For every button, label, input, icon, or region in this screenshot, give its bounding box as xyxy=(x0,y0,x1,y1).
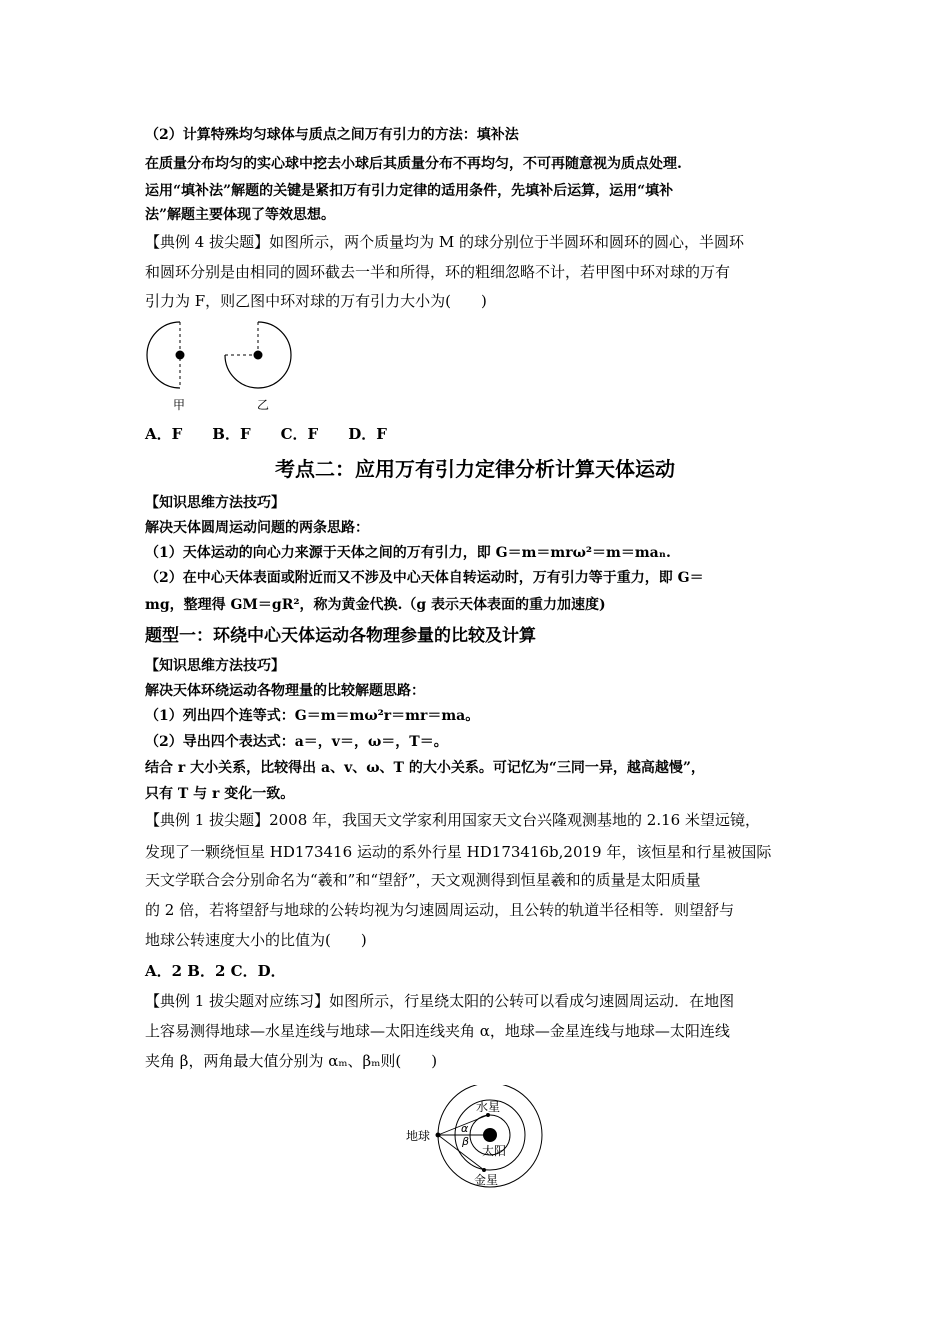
tips-2-line-4: 结合 r 大小关系，比较得出 a、v、ω、T 的大小关系。可记忆为“三同一异，越高越慢”， xyxy=(145,760,705,776)
section-title: 考点二：应用万有引力定律分析计算天体运动 xyxy=(275,457,675,481)
tips-label-2: 【知识思维方法技巧】 xyxy=(145,658,285,674)
type1-title: 题型一：环绕中心天体运动各物理参量的比较及计算 xyxy=(145,626,536,646)
example1-options: A．2 B．2 C．D． xyxy=(145,962,286,980)
tips-2-line-1: 解决天体环绕运动各物理量的比较解题思路： xyxy=(145,683,425,699)
method-paragraph-2-line-2: 法”解题主要体现了等效思想。 xyxy=(145,207,336,223)
example4-options: A．F B．F C．F D．F xyxy=(145,425,387,443)
example1b-line-3: 夹角 β，两角最大值分别为 αₘ、βₘ则( ) xyxy=(145,1052,438,1070)
tips-2-line-3: （2）导出四个表达式：a＝，v＝，ω＝，T＝。 xyxy=(145,734,448,750)
tips-1-line-2: （1）天体运动的向心力来源于天体之间的万有引力，即 G＝m＝mrω²＝m＝maₙ. xyxy=(145,545,671,561)
example1-line-5: 地球公转速度大小的比值为( ) xyxy=(145,931,367,949)
tips-1-line-3: （2）在中心天体表面或附近而又不涉及中心天体自转运动时，万有引力等于重力，即 G＝ xyxy=(145,570,704,586)
tips-1-line-4: mg，整理得 GM＝gR²，称为黄金代换.（g 表示天体表面的重力加速度) xyxy=(145,597,606,613)
example1-line-1: 【典例 1 拔尖题】2008 年，我国天文学家利用国家天文台兴隆观测基地的 2.16 米望远镜， xyxy=(145,811,760,829)
orbit-figure xyxy=(400,1085,560,1190)
fig-label-jia: 甲 xyxy=(173,398,186,412)
example1b-line-2: 上容易测得地球—水星连线与地球—太阳连线夹角 α，地球—金星连线与地球—太阳连线 xyxy=(145,1022,730,1040)
label-venus: 金星 xyxy=(474,1173,499,1187)
example1-line-3: 天文学联合会分别命名为“羲和”和“望舒”，天文观测得到恒星羲和的质量是太阳质量 xyxy=(145,871,701,889)
label-sun: 太阳 xyxy=(482,1144,507,1158)
example1-line-4: 的 2 倍，若将望舒与地球的公转均视为匀速圆周运动，且公转的轨道半径相等．则望舒与 xyxy=(145,901,735,919)
tips-label-1: 【知识思维方法技巧】 xyxy=(145,495,285,511)
ball-yi xyxy=(254,351,263,360)
label-beta: β xyxy=(462,1135,470,1148)
method-paragraph-1: 在质量分布均匀的实心球中挖去小球后其质量分布不再均匀，不可再随意视为质点处理. xyxy=(145,156,682,172)
method-heading: （2）计算特殊均匀球体与质点之间万有引力的方法：填补法 xyxy=(145,127,519,143)
ball-jia xyxy=(176,351,185,360)
example4-line-2: 和圆环分别是由相同的圆环截去一半和所得，环的粗细忽略不计，若甲图中环对球的万有 xyxy=(145,263,731,281)
example1-line-2: 发现了一颗绕恒星 HD173416 运动的系外行星 HD173416b,2019 年，该恒星和行星被国际 xyxy=(145,843,772,861)
label-earth: 地球 xyxy=(406,1129,431,1143)
label-mercury: 水星 xyxy=(476,1100,501,1114)
example4-line-3: 引力为 F，则乙图中环对球的万有引力大小为( ) xyxy=(145,292,487,310)
earth-venus-line xyxy=(438,1135,484,1170)
tips-2-line-2: （1）列出四个连等式：G＝m＝mω²r＝mr＝ma。 xyxy=(145,708,480,724)
tips-1-line-1: 解决天体圆周运动问题的两条思路： xyxy=(145,520,369,536)
label-alpha: α xyxy=(461,1122,469,1135)
fig-label-yi: 乙 xyxy=(257,398,270,412)
half-ring-arc xyxy=(147,322,180,388)
tips-2-line-5: 只有 T 与 r 变化一致。 xyxy=(145,786,295,802)
ring-figure xyxy=(140,315,310,415)
example4-line-1: 【典例 4 拔尖题】如图所示，两个质量均为 M 的球分别位于半圆环和圆环的圆心，半圆环 xyxy=(145,233,744,251)
example1b-line-1: 【典例 1 拔尖题对应练习】如图所示，行星绕太阳的公转可以看成匀速圆周运动．在地图 xyxy=(145,992,735,1010)
method-paragraph-2-line-1: 运用“填补法”解题的关键是紧扣万有引力定律的适用条件，先填补后运算，运用“填补 xyxy=(145,183,674,199)
